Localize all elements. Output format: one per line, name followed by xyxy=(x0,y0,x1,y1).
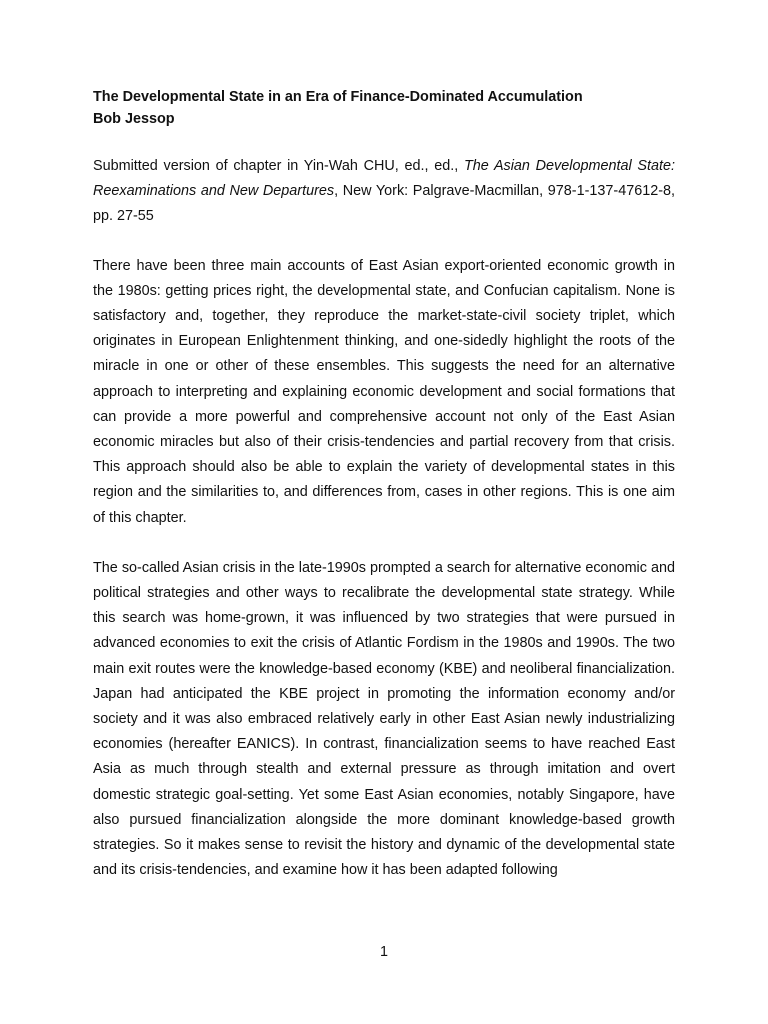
page-content xyxy=(93,86,675,883)
body-paragraph: There have been three main accounts of East Asian export-oriented economic growth in the 1980s: getting prices right, the developmental state, and Confucian capitalism. None is satisfactory and, together, they reproduce the market-state-civil society triplet, which originates in European Enlightenment thinking, and one-sidedly highlight the roots of the miracle in one or other of these ensembles. This suggests the need for an alternative approach to interpreting and explaining economic development and social formations that can provide a more powerful and comprehensive account not only of the East Asian economic miracles but also of their crisis-tendencies and partial recovery from that crisis. This approach should also be able to explain the variety of developmental states in this region and the similarities to, and differences from, cases in other regions. This is one aim of this chapter. xyxy=(93,257,675,526)
document-author: Bob Jessop xyxy=(93,111,175,127)
body-paragraph: The so-called Asian crisis in the late-1990s prompted a search for alternative economic and political strategies and other ways to recalibrate the developmental state strategy. While this search was home-grown, it was influenced by two strategies that were pursued in advanced economies to exit the crisis of Atlantic Fordism in the 1980s and 1990s. The two main exit routes were the knowledge-based economy (KBE) and neoliberal financialization. Japan had anticipated the KBE project in promoting the information economy and/or society and it was also embraced relatively early in other East Asian newly industrializing economies (hereafter EANICS). In contrast, financialization seems to have reached East Asia as much through stealth and external pressure as through imitation and overt domestic strategic goal-setting. Yet some East Asian economies, notably Singapore, have also pursued financialization alongside the more dominant knowledge-based growth strategies. So it makes sense to revisit the history and dynamic of the developmental state and its crisis-tendencies, and examine how it has been adapted following xyxy=(93,559,675,879)
document-title: The Developmental State in an Era of Finance-Dominated Accumulation xyxy=(93,89,583,105)
citation-book-title: The Asian Developmental State: Reexaminations and New Departures xyxy=(93,158,675,200)
citation-prefix: Submitted version of chapter in Yin-Wah CHU, ed., ed., xyxy=(93,158,464,174)
citation-paragraph xyxy=(93,154,675,230)
citation-suffix: , New York: Palgrave-Macmillan, 978-1-137-47612-8, pp. 27-55 xyxy=(93,183,676,225)
page-number: 1 xyxy=(379,944,388,960)
